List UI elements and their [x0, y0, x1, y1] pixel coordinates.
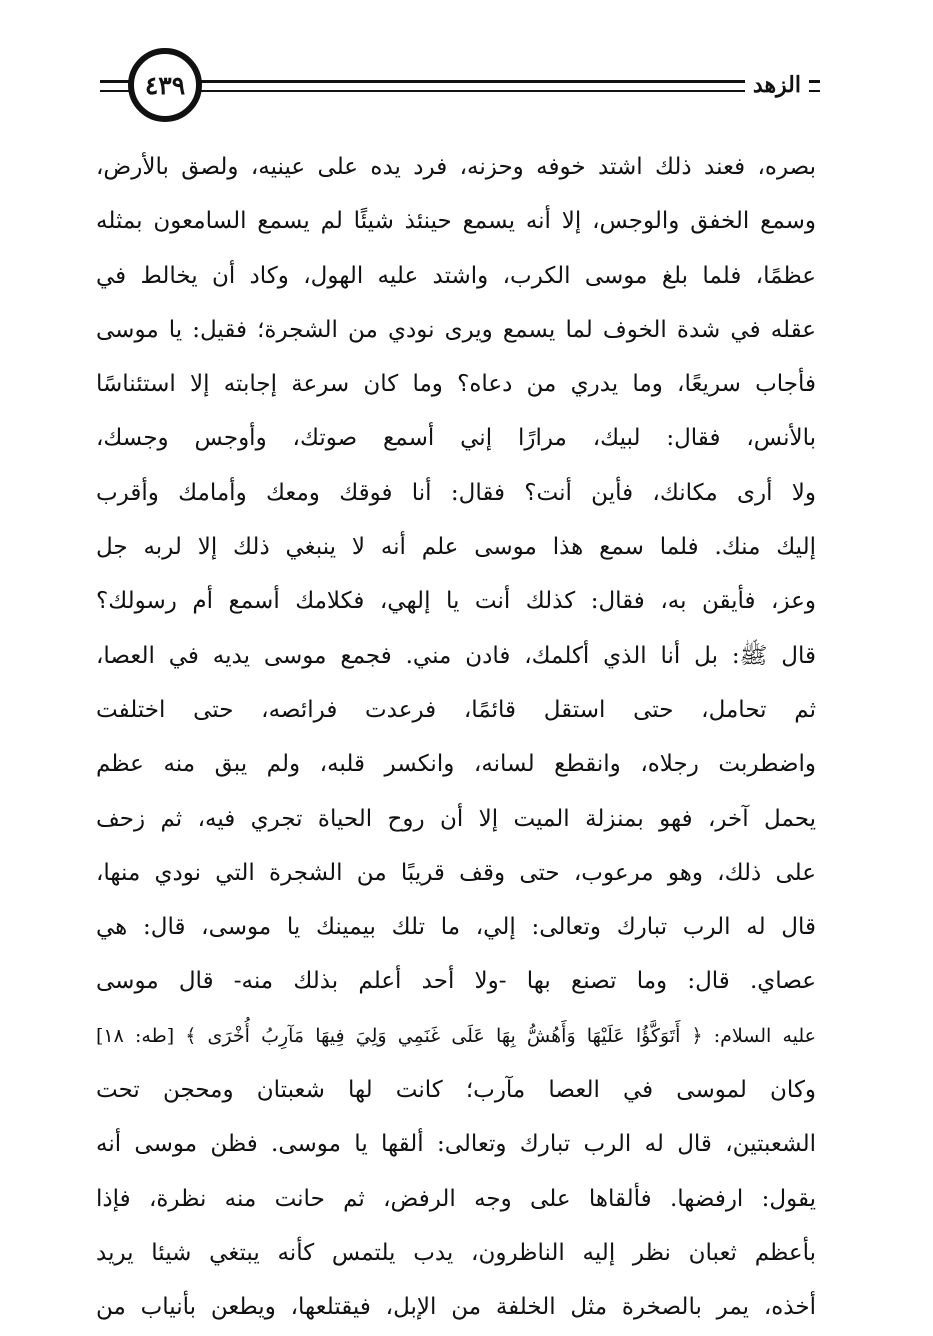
text-line: بصره، فعند ذلك اشتد خوفه وحزنه، فرد يده على عينيه، ولصق بالأرض، [96, 154, 816, 180]
text-line: وسمع الخفق والوجس، إلا أنه يسمع حينئذ شيئًا لم يسمع السامعون بمثله [96, 208, 816, 235]
text-line: بأعظم ثعبان نظر إليه الناظرون، يدب يلتمس كأنه يبتغي شيئا يريد [96, 1239, 816, 1266]
text-line: بالأنس، فقال: لبيك، مرارًا إني أسمع صوتك، وأوجس وجسك، [96, 425, 816, 452]
text-line: عصاي. قال: وما تصنع بها -ولا أحد أعلم بذلك منه- قال موسى [96, 968, 816, 995]
text-line: قال ﷺ: بل أنا الذي أكلمك، فادن مني. فجمع موسى يديه في العصا، [96, 642, 816, 669]
text-line: وكان لموسى في العصا مآرب؛ كانت لها شعبتان ومحجن تحت [96, 1077, 816, 1104]
text-line: إليك منك. فلما سمع هذا موسى علم أنه لا ينبغي ذلك إلا لربه جل [96, 534, 816, 561]
text-line: فأجاب سريعًا، وما يدري من دعاه؟ وما كان سرعة إجابته إلا استئناسًا [96, 371, 816, 398]
text-line: واضطربت رجلاه، وانقطع لسانه، وانكسر قلبه، ولم يبق منه عظم [96, 751, 816, 778]
text-line: يقول: ارفضها. فألقاها على وجه الرفض، ثم حانت منه نظرة، فإذا [96, 1185, 816, 1212]
header-rule-bottom [100, 90, 820, 92]
text-line: على ذلك، وهو مرعوب، حتى وقف قريبًا من الشجرة التي نودي منها، [96, 859, 816, 886]
text-line: ثم تحامل، حتى استقل قائمًا، فرعدت فرائصه، حتى اختلفت [96, 696, 816, 723]
text-line: ولا أرى مكانك، فأين أنت؟ فقال: أنا فوقك ومعك وأمامك وأقرب [96, 479, 816, 506]
text-line: أخذه، يمر بالصخرة مثل الخلفة من الإبل، فيقتلعها، ويطعن بأنياب من [96, 1294, 816, 1321]
page-number: ٤٣٩ [128, 48, 202, 122]
quran-verse-line: عليه السلام: ﴿ أَتَوَكَّؤُا عَلَيْهَا وَأَهُشُّ بِهَا عَلَى غَنَمِي وَلِيَ فِيهَا مَآرِبُ أُخْرَى ﴾ [طه: ١٨] [96, 1024, 816, 1047]
body-text [96, 140, 816, 1335]
page-header [0, 0, 933, 140]
text-line: عقله في شدة الخوف لما يسمع ويرى نودي من الشجرة؛ فقيل: يا موسى [96, 316, 816, 343]
text-line: يحمل آخر، فهو بمنزلة الميت إلا أن روح الحياة تجري فيه، ثم زحف [96, 805, 816, 832]
text-line: قال له الرب تبارك وتعالى: إلي، ما تلك بيمينك يا موسى، قال: هي [96, 914, 816, 941]
text-line: عظمًا، فلما بلغ موسى الكرب، واشتد عليه الهول، وكاد أن يخالط في [96, 262, 816, 289]
header-rule-top [100, 80, 820, 83]
running-head: الزهد [745, 70, 809, 100]
text-line: الشعبتين، قال له الرب تبارك وتعالى: ألقها يا موسى. فظن موسى أنه [96, 1131, 816, 1158]
text-line: وعز، فأيقن به، فقال: كذلك أنت يا إلهي، فكلامك أسمع أم رسولك؟ [96, 588, 816, 615]
